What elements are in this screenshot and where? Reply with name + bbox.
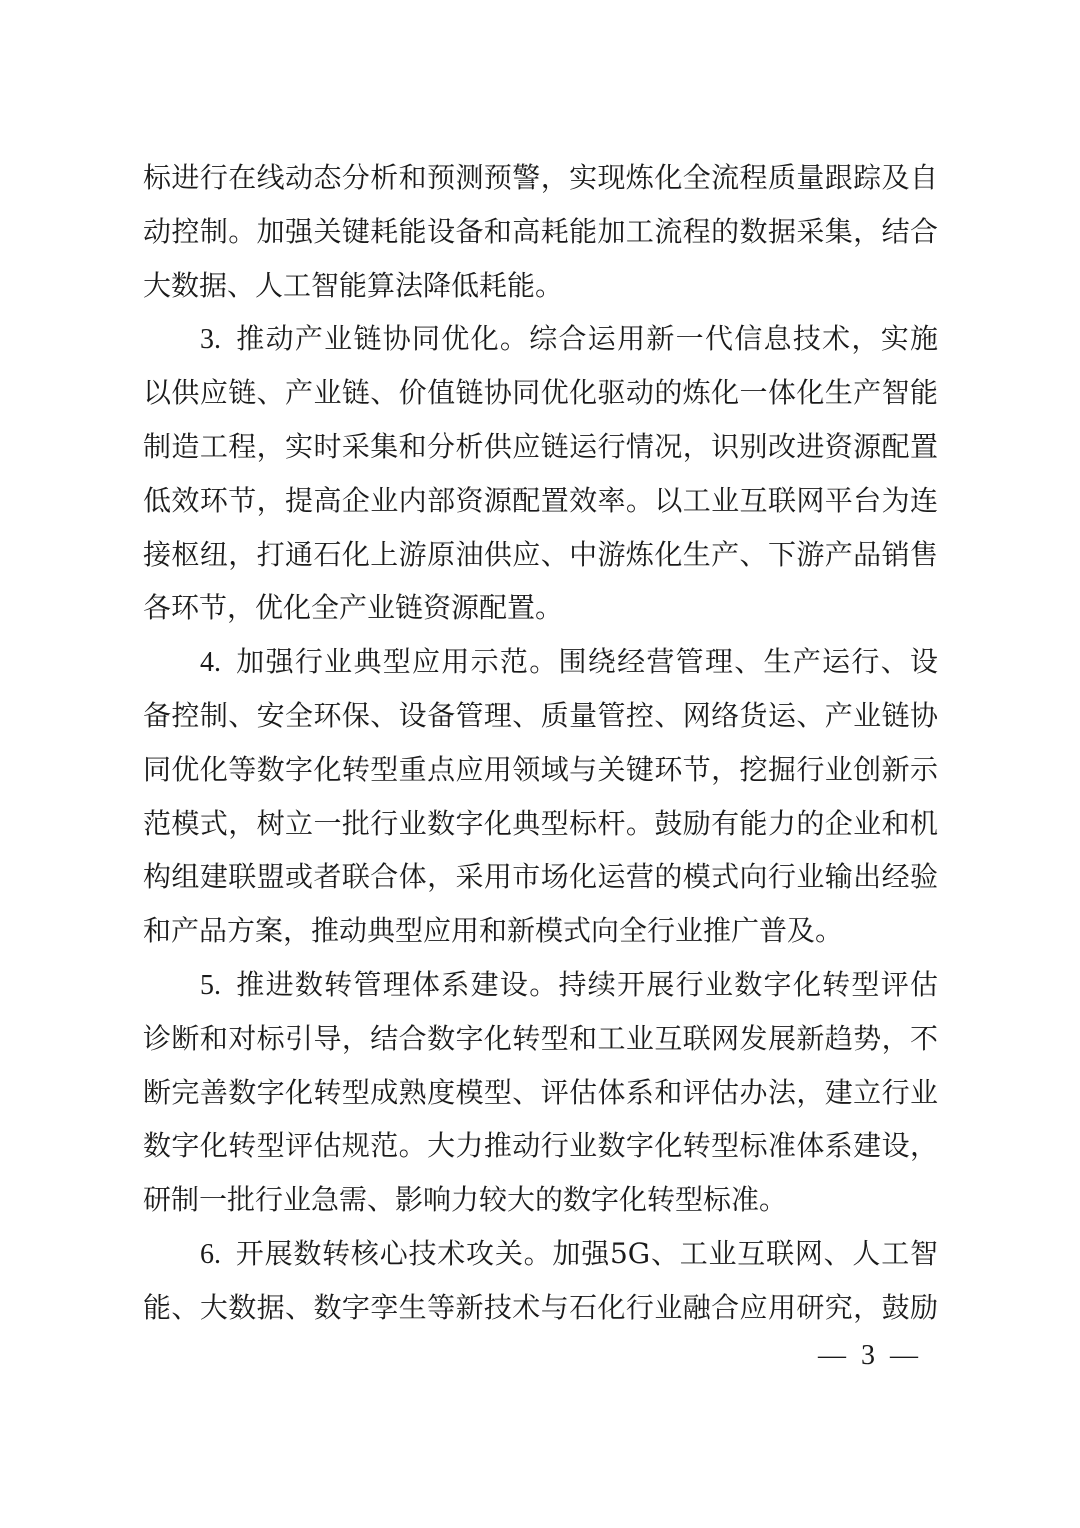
item-number: 3.	[200, 324, 221, 356]
item-heading-line: 加强行业典型应用示范。围绕经营管理、生产运行、设	[235, 645, 938, 679]
document-body	[143, 151, 938, 1335]
page-number: — 3 —	[818, 1340, 922, 1371]
text-line	[143, 958, 938, 1012]
text-line: 备控制、安全环保、设备管理、质量管控、网络货运、产业链协	[143, 698, 938, 732]
item-number: 4.	[200, 647, 221, 679]
text-line: 诊断和对标引导，结合数字化转型和工业互联网发展新趋势，不	[143, 1021, 938, 1055]
text-line	[143, 312, 938, 366]
text-line: 制造工程，实时采集和分析供应链运行情况，识别改进资源配置	[143, 429, 938, 463]
text-line: 能、大数据、数字孪生等新技术与石化行业融合应用研究，鼓励	[143, 1290, 938, 1324]
text-line: 大数据、人工智能算法降低耗能。	[143, 268, 564, 302]
paragraph-continuation	[143, 151, 938, 312]
text-line	[143, 635, 938, 689]
text-line: 低效环节，提高企业内部资源配置效率。以工业互联网平台为连	[143, 483, 938, 517]
paragraph-3	[143, 312, 938, 635]
item-number: 6.	[200, 1238, 221, 1270]
text-line: 同优化等数字化转型重点应用领域与关键环节，挖掘行业创新示	[143, 752, 938, 786]
text-line: 和产品方案，推动典型应用和新模式向全行业推广普及。	[143, 914, 844, 948]
item-heading-line: 开展数转核心技术攻关。加强5G、工业互联网、人工智	[235, 1236, 938, 1270]
text-line: 以供应链、产业链、价值链协同优化驱动的炼化一体化生产智能	[143, 376, 938, 410]
text-line: 范模式，树立一批行业数字化典型标杆。鼓励有能力的企业和机	[143, 806, 938, 840]
item-heading-line: 推进数转管理体系建设。持续开展行业数字化转型评估	[235, 967, 938, 1001]
text-line: 各环节，优化全产业链资源配置。	[143, 591, 564, 625]
text-line	[143, 1227, 938, 1281]
text-line: 断完善数字化转型成熟度模型、评估体系和评估办法，建立行业	[143, 1075, 938, 1109]
item-heading-line: 推动产业链协同优化。综合运用新一代信息技术，实施	[235, 322, 938, 356]
text-line: 动控制。加强关键耗能设备和高耗能加工流程的数据采集，结合	[143, 214, 938, 248]
text-line: 接枢纽，打通石化上游原油供应、中游炼化生产、下游产品销售	[143, 537, 938, 571]
paragraph-6	[143, 1227, 938, 1335]
paragraph-4	[143, 635, 938, 958]
paragraph-5	[143, 958, 938, 1227]
text-line: 构组建联盟或者联合体，采用市场化运营的模式向行业输出经验	[143, 860, 938, 894]
item-number: 5.	[200, 969, 221, 1001]
text-line: 数字化转型评估规范。大力推动行业数字化转型标准体系建设，	[143, 1129, 938, 1163]
text-line: 研制一批行业急需、影响力较大的数字化转型标准。	[143, 1183, 788, 1217]
text-line: 标进行在线动态分析和预测预警，实现炼化全流程质量跟踪及自	[143, 161, 938, 194]
